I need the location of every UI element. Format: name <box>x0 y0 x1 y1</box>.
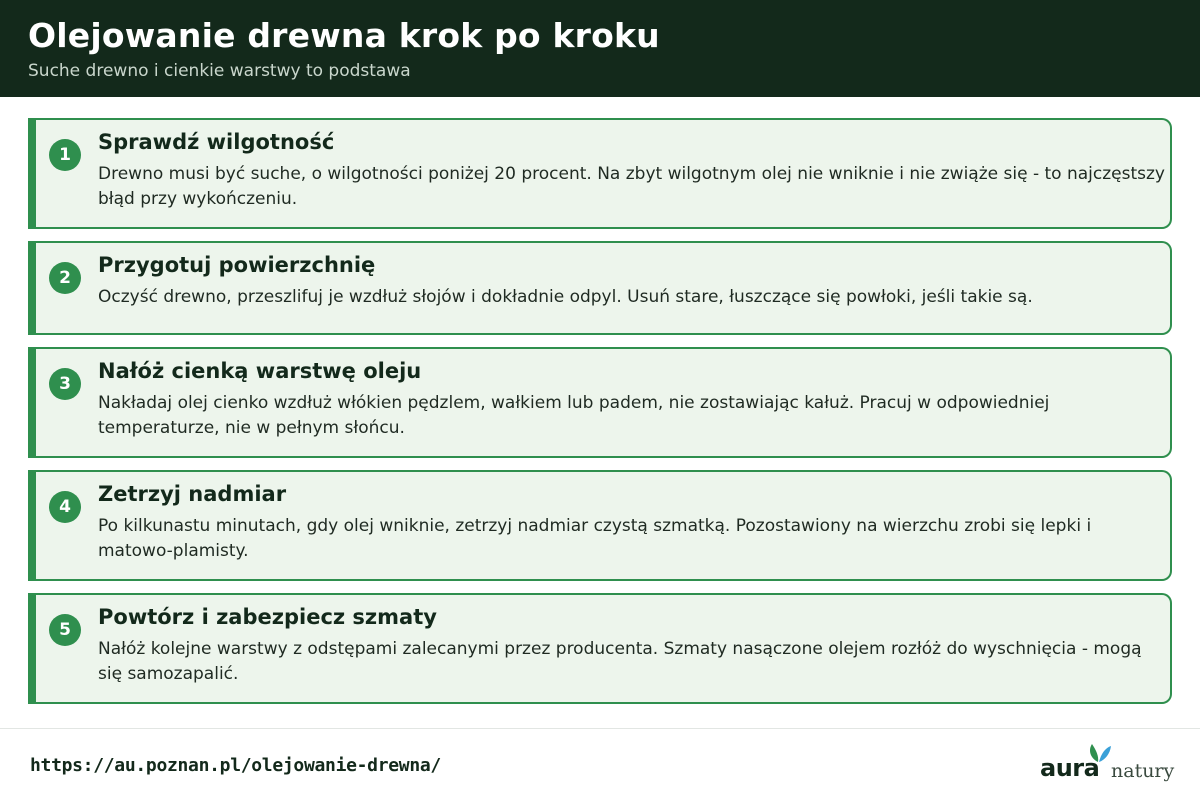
header <box>0 0 1200 97</box>
step-title: Zetrzyj nadmiar <box>98 482 287 506</box>
source-url-link[interactable]: https://au.poznan.pl/olejowanie-drewna/ <box>30 755 441 776</box>
step-number-badge: 4 <box>49 491 81 523</box>
step-title: Powtórz i zabezpiecz szmaty <box>98 605 437 629</box>
step-description: Po kilkunastu minutach, gdy olej wniknie, zetrzyj nadmiar czystą szmatką. Pozostawiony na wierzchu zrobi się lepki i matowo-plamisty. <box>98 516 1092 561</box>
step-number-badge: 3 <box>49 368 81 400</box>
logo-wordmark: aura <box>1040 754 1100 782</box>
step-title: Nałóż cienką warstwę oleju <box>98 359 422 383</box>
step-description: Drewno musi być suche, o wilgotności poniżej 20 procent. Na zbyt wilgotnym olej nie wniknie i nie zwiąże się - to najczęstszy błąd przy wykończeniu. <box>98 164 1165 209</box>
step-card-3 <box>28 347 1172 458</box>
step-title: Sprawdź wilgotność <box>98 130 335 154</box>
brand-logo <box>1040 740 1175 790</box>
step-description: Nakładaj olej cienko wzdłuż włókien pędzlem, wałkiem lub padem, nie zostawiając kałuż. Pracuj w odpowiedniej temperaturze, nie w pełnym słońcu. <box>98 393 1050 438</box>
step-card-4 <box>28 470 1172 581</box>
step-card-5 <box>28 593 1172 704</box>
footer-divider <box>0 728 1200 729</box>
step-card-2 <box>28 241 1172 335</box>
page-subtitle: Suche drewno i cienkie warstwy to podstawa <box>28 61 411 81</box>
page-title: Olejowanie drewna krok po kroku <box>28 16 660 55</box>
step-number-badge: 2 <box>49 262 81 294</box>
step-description: Nałóż kolejne warstwy z odstępami zalecanymi przez producenta. Szmaty nasączone olejem rozłóż do wyschnięcia - mogą się samozapalić. <box>98 639 1142 684</box>
step-card-1 <box>28 118 1172 229</box>
step-description: Oczyść drewno, przeszlifuj je wzdłuż słojów i dokładnie odpyl. Usuń stare, łuszczące się powłoki, jeśli takie są. <box>98 287 1033 307</box>
steps-list <box>28 118 1172 716</box>
step-number-badge: 5 <box>49 614 81 646</box>
step-title: Przygotuj powierzchnię <box>98 253 376 277</box>
logo-subtext: natury <box>1111 760 1175 782</box>
step-number-badge: 1 <box>49 139 81 171</box>
